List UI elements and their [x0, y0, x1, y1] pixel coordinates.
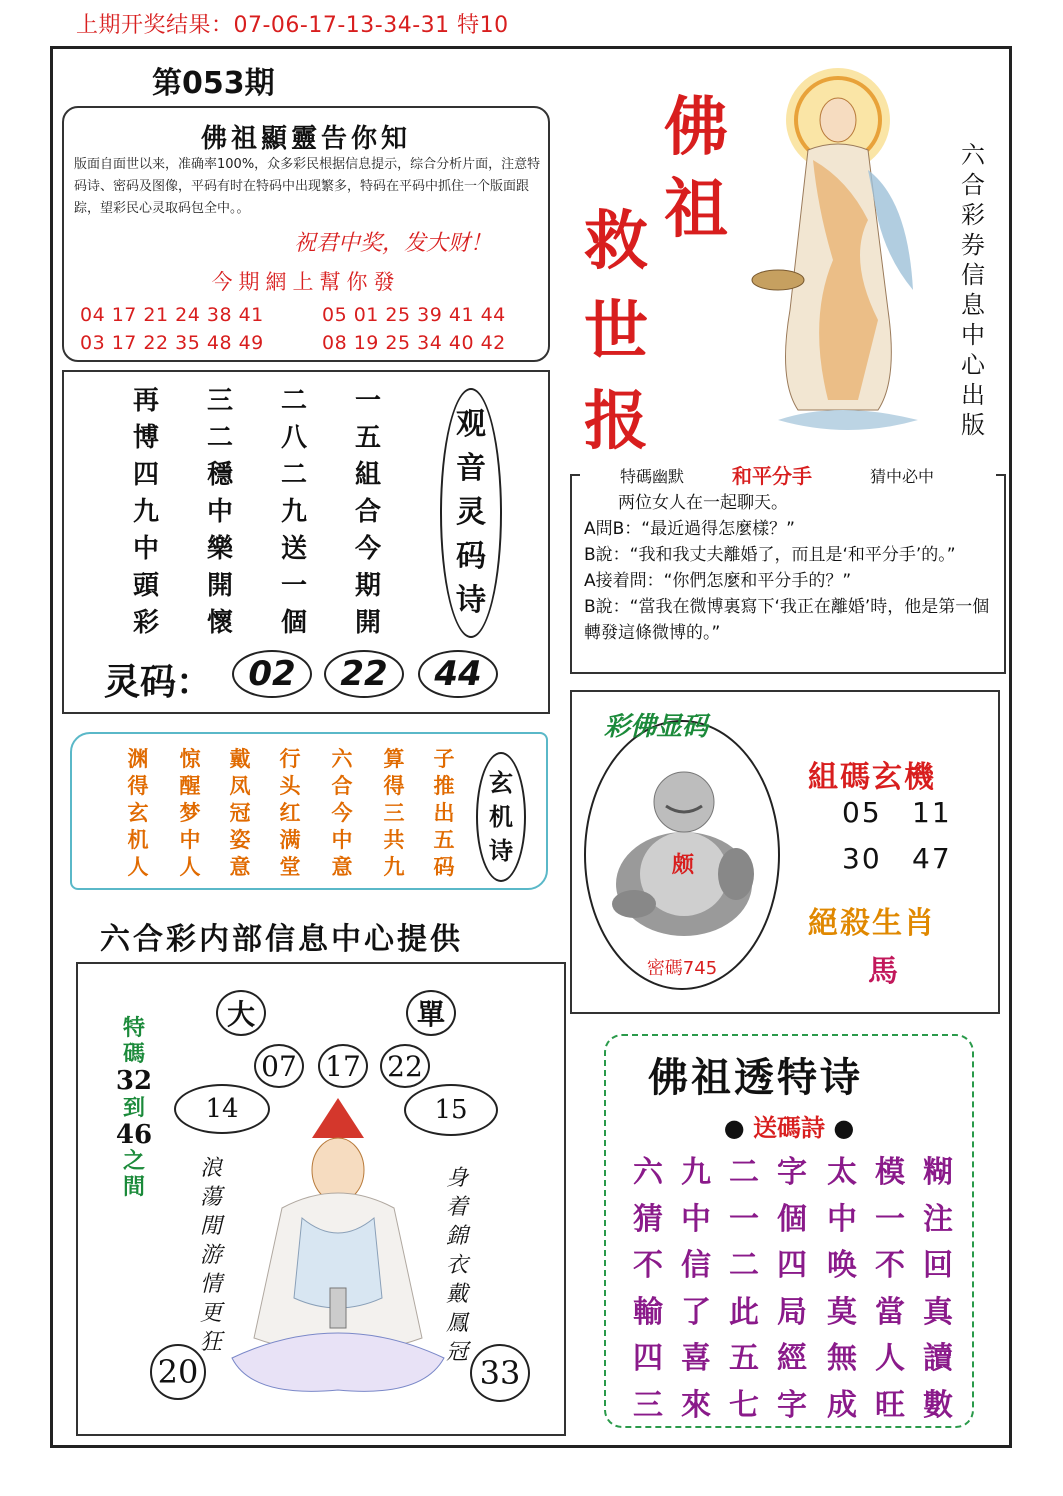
left-oval-number: 14	[174, 1084, 270, 1134]
xuanji-column: 行头红满堂	[279, 747, 301, 879]
riddle-column: 二八二九送一個	[280, 386, 307, 638]
humor-label: 特碼幽默	[620, 467, 685, 486]
number-row: 05 01 25 39 41 44	[322, 304, 506, 326]
lingma-number: 22	[324, 650, 404, 698]
kill-zodiac-title: 絕殺生肖	[808, 906, 936, 941]
buddha-oval	[584, 720, 780, 990]
number-row: 04 17 21 24 38 41	[80, 304, 264, 326]
dot-icon: ●	[723, 1113, 745, 1142]
humor-line: B說：“當我在微博裏寫下‘我正在離婚’時，他是第一個轉發這條微博的。”	[584, 597, 990, 643]
lingma-label: 灵码：	[104, 661, 213, 703]
poem-column: 糊注回真讀數	[923, 1155, 953, 1423]
big-indicator: 大	[216, 990, 266, 1036]
riddle-column: 再博四九中頭彩	[132, 386, 159, 638]
top-number: 17	[318, 1044, 368, 1088]
humor-title: 和平分手	[732, 464, 812, 488]
poem-subtitle	[606, 1108, 972, 1143]
number-row: 08 19 25 34 40 42	[322, 332, 506, 354]
publisher-vertical: 六合彩券信息中心出版	[961, 141, 985, 439]
humor-body	[584, 490, 1004, 646]
riddle-column: 三二穩中樂開懷	[206, 386, 233, 638]
tema-range	[108, 1016, 160, 1201]
zuma-title: 組碼玄機	[808, 760, 936, 795]
dot-icon: ●	[833, 1113, 855, 1142]
single-indicator: 單	[406, 990, 456, 1036]
title-char: 祖	[664, 172, 728, 247]
last-result: 上期开奖结果：07-06-17-13-34-31 特10	[76, 13, 509, 38]
poem-label: 观音灵码诗	[456, 407, 486, 618]
top-number: 22	[380, 1044, 430, 1088]
poem-column: 字個四局經字	[777, 1155, 807, 1423]
tema-suffix: 之間	[122, 1149, 145, 1200]
top-number: 07	[254, 1044, 304, 1088]
notice-body: 版面自面世以来，准确率100%，众多彩民根据信息提示，综合分析片面，注意特码诗、密码及图像，平码有时在特码中出现繁多，特码在平码中抓住一个版面跟踪，望彩民心灵取码包全中。。	[74, 157, 541, 216]
title-char: 世	[584, 294, 648, 369]
xuanji-column: 算得三共九	[383, 747, 405, 879]
xuanji-column: 六合今中意	[331, 747, 353, 879]
tema-to: 46	[115, 1120, 153, 1150]
xuanji-column: 惊醒梦中人	[179, 747, 201, 879]
xuanji-label: 玄机诗	[489, 768, 513, 865]
notice-title: 佛祖顯靈告你知	[200, 124, 411, 154]
riddle-column: 一五組合今期開	[354, 386, 381, 638]
guanyin-seated-image	[222, 1098, 454, 1398]
poem-column: 六猜不輸四三	[633, 1155, 663, 1423]
bottom-left-number: 20	[150, 1344, 206, 1400]
zuma-number: 47	[912, 842, 952, 875]
humor-line: A問B：“最近過得怎麼樣？”	[584, 519, 795, 539]
right-vertical-text: 身着錦衣戴鳳冠	[445, 1166, 468, 1365]
lingma-number: 44	[418, 650, 498, 698]
humor-line: B說：“我和我丈夫離婚了，而且是‘和平分手’的。”	[584, 545, 956, 565]
provider-text: 六合彩内部信息中心提供	[100, 922, 463, 957]
tema-prefix: 特碼	[122, 1016, 145, 1067]
zuma-number: 05	[842, 796, 882, 829]
poem-column: 太中唤莫無成	[827, 1155, 857, 1423]
xuanji-column: 渊得玄机人	[127, 747, 149, 879]
number-row: 03 17 22 35 48 49	[80, 332, 264, 354]
zuma-number: 11	[912, 796, 952, 829]
issue-number: 第053期	[152, 66, 275, 101]
xuanji-column: 戴凤冠姿意	[229, 747, 251, 879]
secret-code: 密碼745	[646, 958, 718, 979]
xuanji-label-oval	[476, 752, 526, 882]
humor-line: 两位女人在一起聊天。	[584, 493, 788, 513]
guanyin-standing-image	[738, 60, 948, 440]
tema-from: 32	[115, 1066, 153, 1096]
title-char: 报	[584, 384, 648, 459]
notice-subtitle: 今期網上幫你發	[211, 270, 401, 294]
buddha-title: 彩佛显码	[604, 712, 709, 742]
poem-column: 模一不當人旺	[875, 1155, 905, 1423]
notice-box	[62, 106, 550, 362]
lingma-number: 02	[232, 650, 312, 698]
humor-header	[580, 462, 996, 486]
humor-hint: 猜中必中	[870, 467, 935, 486]
notice-wish: 祝君中奖，发大财！	[294, 231, 493, 256]
poem-title: 佛祖透特诗	[648, 1054, 863, 1101]
poem-subtitle-text: 送碼詩	[753, 1113, 825, 1142]
poem-label-oval	[440, 388, 502, 638]
kill-zodiac-value: 馬	[868, 954, 898, 989]
title-char: 佛	[664, 90, 728, 165]
bottom-right-number: 33	[470, 1344, 530, 1402]
xuanji-column: 子推出五码	[433, 747, 455, 879]
humor-line: A接着問：“你們怎麼和平分手的？”	[584, 571, 852, 591]
poem-column: 二一二此五七	[729, 1155, 759, 1423]
tema-to-char: 到	[122, 1096, 145, 1121]
buddha-tag: 颇	[672, 852, 695, 878]
right-oval-number: 15	[404, 1084, 498, 1136]
title-char: 救	[584, 204, 648, 279]
zuma-number: 30	[842, 842, 882, 875]
poem-column: 九中信了喜來	[681, 1155, 711, 1423]
left-vertical-text: 浪蕩閒游情更狂	[199, 1156, 222, 1355]
